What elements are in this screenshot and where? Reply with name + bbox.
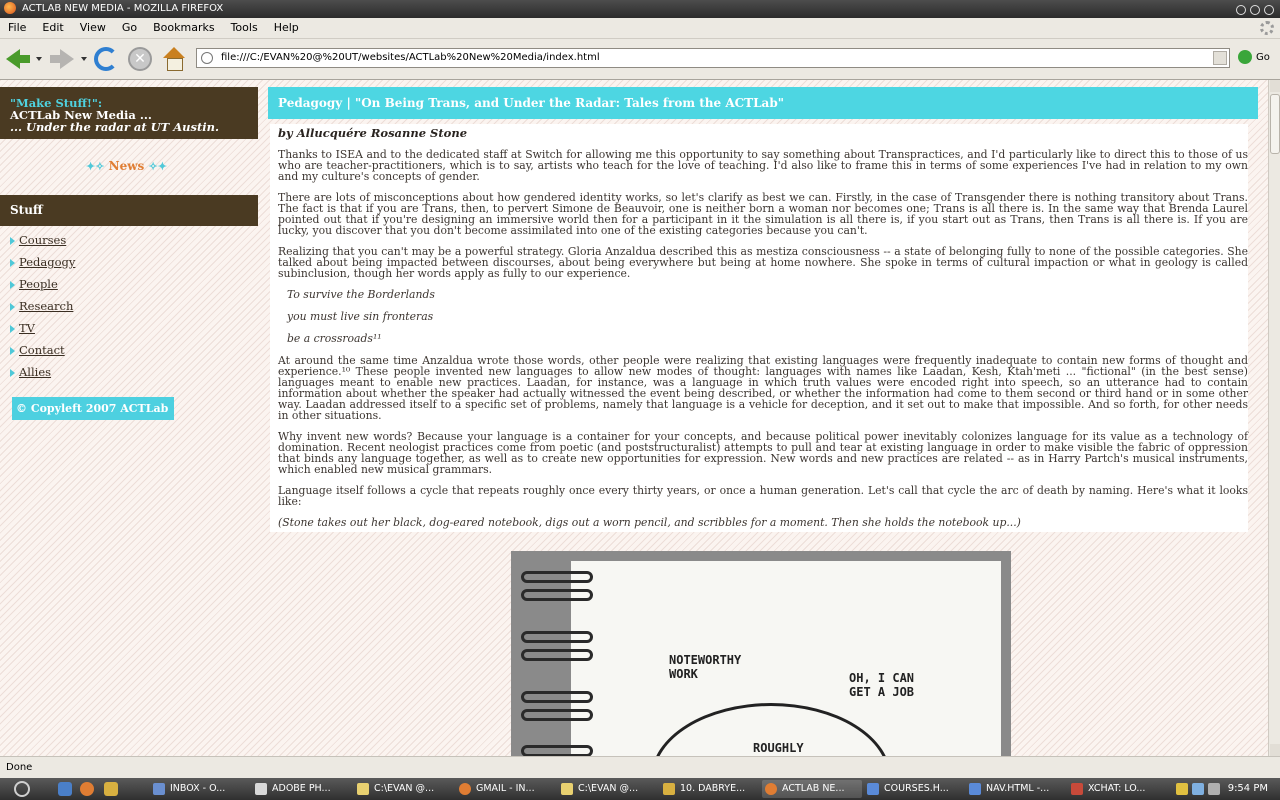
- back-history-dropdown-icon[interactable]: [36, 57, 42, 61]
- pedagogy-link[interactable]: Pedagogy: [19, 255, 76, 269]
- paragraph-5: Why invent new words? Because your language is a container for your concepts, and because political power inevitably colonizes language for its value as a technology of domination. Recent neologist practices come from poetic (and poststructuralist) attempts to pull and tear at existing language in order to make visible the fabric of oppression that binds any language together, as well as to create new opportunities for expression. New words and new practices are related -- as in Harry Partch's musical instruments, which enabled new musical grammars.: [278, 430, 1248, 476]
- task-winamp[interactable]: [660, 780, 760, 798]
- forward-icon[interactable]: [50, 47, 74, 71]
- mail-icon: [153, 783, 165, 795]
- bullet-icon: [10, 237, 15, 245]
- taskbar: [0, 778, 1280, 800]
- task-xchat[interactable]: [1068, 780, 1162, 798]
- task-gmail[interactable]: [456, 780, 556, 798]
- stop-icon[interactable]: ✕: [128, 47, 152, 71]
- ornament-left-icon: ✦✧: [86, 160, 105, 173]
- sidebar-item-contact: [10, 343, 75, 365]
- research-link[interactable]: Research: [19, 299, 74, 313]
- task-courses[interactable]: [864, 780, 964, 798]
- folder-icon: [357, 783, 369, 795]
- paragraph-2: There are lots of misconceptions about how gendered identity works, so let's clarify as best we can. Firstly, in the case of Transgender there is nothing transitory about Trans. The fact is that if you are Trans, then, to pervert Simone de Beauvoir, one is neither born a woman nor becomes one; Trans is all there is. In the same way that Brenda Laurel pointed out that if you're designing an immersive world then for a participant in it the simulation is all there is, if you start out as Trans, then Trans is all there is. If you are lucky, you discover that you don't become assimilated into one of the existing categories because you can't.: [278, 191, 1248, 237]
- back-icon[interactable]: [6, 47, 30, 71]
- go-button[interactable]: [1238, 50, 1270, 66]
- go-icon: [1238, 50, 1252, 64]
- minimize-icon[interactable]: [1236, 5, 1246, 15]
- folder-icon: [561, 783, 573, 795]
- sketch-label-noteworthy: [669, 653, 741, 681]
- url-input[interactable]: [196, 48, 1230, 68]
- firefox-icon: [765, 783, 777, 795]
- menu-view[interactable]: View: [79, 21, 106, 34]
- sidebar-item-courses: [10, 233, 75, 255]
- spiral-ring-icon: [521, 745, 593, 756]
- ornament-right-icon: ✧✦: [148, 160, 167, 173]
- menu-bookmarks[interactable]: Bookmarks: [153, 21, 215, 34]
- notebook-sketch-image: [511, 551, 1011, 756]
- sketch-label-job-line1: OH, I CAN: [849, 671, 915, 685]
- sidebar-item-pedagogy: [10, 255, 75, 277]
- scroll-down-icon[interactable]: [1270, 744, 1280, 756]
- spiral-ring-icon: [521, 709, 593, 721]
- menu-edit[interactable]: Edit: [42, 21, 64, 34]
- page-icon: [201, 52, 213, 64]
- task-inbox-label: INBOX - O...: [170, 783, 226, 794]
- home-icon[interactable]: [162, 47, 186, 71]
- window-title: ACTLAB NEW MEDIA - MOZILLA FIREFOX: [22, 3, 224, 14]
- sidebar-item-tv: [10, 321, 75, 343]
- bullet-icon: [10, 281, 15, 289]
- tray-winamp-icon[interactable]: [1176, 783, 1188, 795]
- article-byline: by Allucquére Rosanne Stone: [278, 126, 468, 140]
- scroll-up-icon[interactable]: [1270, 80, 1280, 92]
- go-label: Go: [1256, 52, 1270, 63]
- sidebar-item-allies: [10, 365, 75, 387]
- quicklaunch-firefox-icon[interactable]: [80, 782, 94, 796]
- task-actlab-label: ACTLAB NE...: [782, 783, 845, 794]
- status-text: Done: [6, 762, 33, 773]
- status-bar: [0, 756, 1280, 778]
- close-icon[interactable]: [1264, 5, 1274, 15]
- copyleft-badge: © Copyleft 2007 ACTLab: [12, 397, 174, 420]
- tray-volume-icon[interactable]: [1208, 783, 1220, 795]
- menu-help[interactable]: Help: [273, 21, 299, 34]
- sketch-label-roughly: ROUGHLY: [753, 741, 804, 755]
- spiral-ring-icon: [521, 589, 593, 601]
- site-name: ACTLab New Media ...: [10, 108, 152, 122]
- firefox-logo-icon: [4, 2, 16, 14]
- spiral-ring-icon: [521, 691, 593, 703]
- task-nav[interactable]: [966, 780, 1066, 798]
- verse-line-1: To survive the Borderlands: [287, 288, 435, 301]
- task-xchat-label: XCHAT: LO...: [1088, 783, 1146, 794]
- window-title-bar[interactable]: [0, 0, 1280, 18]
- vertical-scrollbar[interactable]: [1268, 80, 1280, 756]
- courses-link[interactable]: Courses: [19, 233, 67, 247]
- task-folder-1[interactable]: [354, 780, 454, 798]
- url-dropdown-icon[interactable]: [1213, 51, 1227, 65]
- throbber-icon: [1260, 21, 1274, 35]
- menu-go[interactable]: Go: [121, 21, 138, 34]
- task-courses-label: COURSES.H...: [884, 783, 949, 794]
- quicklaunch-winamp-icon[interactable]: [104, 782, 118, 796]
- task-inbox[interactable]: [150, 780, 250, 798]
- page-content: [0, 80, 1268, 756]
- stuff-heading: Stuff: [0, 195, 258, 226]
- sidebar-nav: [10, 233, 75, 387]
- menu-bar: [0, 18, 1280, 39]
- sidebar-item-people: [10, 277, 75, 299]
- document-icon: [255, 783, 267, 795]
- article-heading: Pedagogy | "On Being Trans, and Under the Radar: Tales from the ACTLab": [268, 87, 1258, 119]
- verse-line-3: be a crossroads¹¹: [287, 332, 382, 345]
- paragraph-1: Thanks to ISEA and to the dedicated staff at Switch for allowing me this opportunity to say something about Transpractices, and I'd particularly like to direct this to those of us who are teacher-practitioners, which is to say, artists who teach for the love of teaching. I'd also like to frame this in terms of some experiences I've had in relation to my own and my culture's concepts of gender.: [278, 148, 1248, 183]
- bullet-icon: [10, 259, 15, 267]
- sketch-label-job-line2: GET A JOB: [849, 685, 915, 699]
- task-folder-2-label: C:\EVAN @...: [578, 783, 639, 794]
- sidebar-item-research: [10, 299, 75, 321]
- task-folder-2[interactable]: [558, 780, 658, 798]
- spiral-ring-icon: [521, 631, 593, 643]
- bullet-icon: [10, 369, 15, 377]
- maximize-icon[interactable]: [1250, 5, 1260, 15]
- bullet-icon: [10, 325, 15, 333]
- bullet-icon: [10, 303, 15, 311]
- scroll-thumb[interactable]: [1270, 94, 1280, 154]
- news-label: News: [108, 159, 145, 173]
- tray-network-icon[interactable]: [1192, 783, 1204, 795]
- site-header-box: [0, 87, 258, 139]
- bullet-icon: [10, 347, 15, 355]
- task-folder-1-label: C:\EVAN @...: [374, 783, 435, 794]
- menu-file[interactable]: File: [8, 21, 27, 34]
- menu-tools[interactable]: Tools: [230, 21, 258, 34]
- task-photoshop[interactable]: [252, 780, 352, 798]
- site-tagline: ... Under the radar at UT Austin.: [10, 120, 220, 134]
- sketch-label-noteworthy-line1: NOTEWORTHY: [669, 653, 742, 667]
- firefox-icon: [459, 783, 471, 795]
- task-actlab[interactable]: [762, 780, 862, 798]
- task-photoshop-label: ADOBE PH...: [272, 783, 331, 794]
- xchat-icon: [1071, 783, 1083, 795]
- paragraph-4: At around the same time Anzaldua wrote those words, other people were realizing that existing languages were frequently inadequate to contain new forms of thought and experience.¹⁰ These people invented new languages to allow new modes of thought: languages with names like Laadan, Kesh, Ktah'meti ... "fictional" (in the best sense) languages meant to enable new practices. Laadan, for instance, was a language in which truth values were encoded right into speech, so an utterance had to contain information about whether the speaker had actually witnessed the event being described, or whether the information had come to them second or third hand or in some other way. Laadan addressed itself to a specific set of problems, namely that language is a vehicle for deception, and it set out to make that impossible. And so forth, for other needs in other situations.: [278, 354, 1248, 422]
- paragraph-3: Realizing that you can't may be a powerful strategy. Gloria Anzaldua described this as mestiza consciousness -- a state of belonging fully to none of the possible categories. She talked about being impacted between discourses, about being everywhere but being at home nowhere. She spoke in terms of cultural impaction or what in geology is called subinclusion, though her words apply as fully to our experience.: [278, 245, 1248, 280]
- paragraph-6: Language itself follows a cycle that repeats roughly once every thirty years, or once a human generation. Let's call that cycle the arc of death by naming. Here's what it looks like:: [278, 484, 1248, 508]
- reload-icon[interactable]: [94, 47, 118, 71]
- task-nav-label: NAV.HTML -...: [986, 783, 1050, 794]
- spiral-ring-icon: [521, 571, 593, 583]
- forward-history-dropdown-icon[interactable]: [81, 57, 87, 61]
- news-link[interactable]: [86, 159, 167, 173]
- contact-link[interactable]: Contact: [19, 343, 65, 357]
- notebook-caption: (Stone takes out her black, dog-eared notebook, digs out a worn pencil, and scribbles for a moment. Then she holds the notebook up...): [278, 516, 1021, 529]
- winamp-icon: [663, 783, 675, 795]
- url-text: file:///C:/EVAN%20@%20UT/websites/ACTLab%20New%20Media/index.html: [221, 52, 600, 63]
- editor-icon: [969, 783, 981, 795]
- start-button-icon[interactable]: [14, 781, 30, 797]
- task-gmail-label: GMAIL - IN...: [476, 783, 535, 794]
- verse-line-2: you must live sin fronteras: [287, 310, 434, 323]
- sketch-label-noteworthy-line2: WORK: [669, 667, 698, 681]
- taskbar-clock: 9:54 PM: [1227, 783, 1268, 794]
- people-link[interactable]: People: [19, 277, 58, 291]
- spiral-ring-icon: [521, 649, 593, 661]
- editor-icon: [867, 783, 879, 795]
- tv-link[interactable]: TV: [19, 321, 35, 335]
- make-stuff-text: "Make Stuff!":: [10, 96, 103, 110]
- sketch-label-job: [849, 671, 914, 699]
- quicklaunch-desktop-icon[interactable]: [58, 782, 72, 796]
- article-body: [270, 124, 1248, 532]
- allies-link[interactable]: Allies: [19, 365, 52, 379]
- task-winamp-label: 10. DABRYE...: [680, 783, 746, 794]
